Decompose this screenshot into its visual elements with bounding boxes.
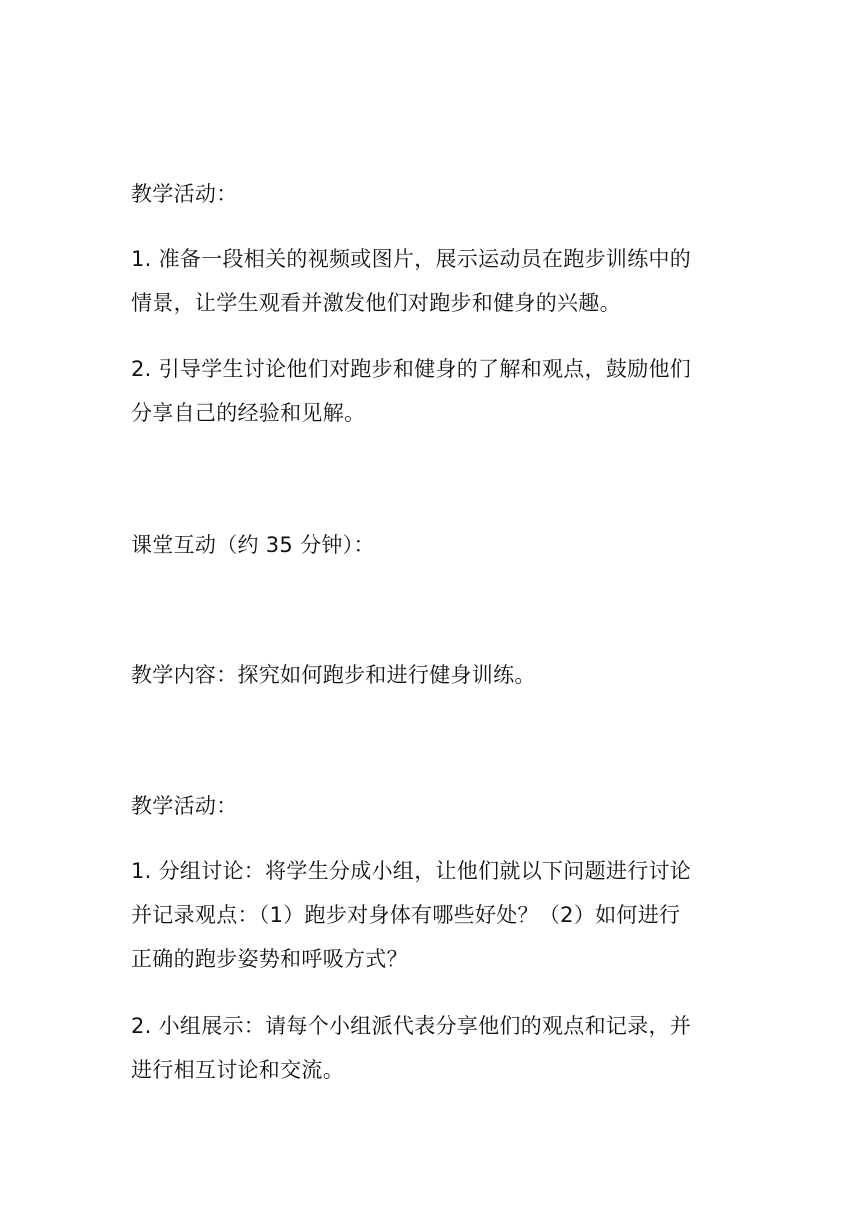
section-heading-class-interaction: 课堂互动（约 35 分钟）：: [131, 533, 375, 557]
list-item-line: 进行相互讨论和交流。: [131, 1058, 344, 1082]
teaching-content-line: 教学内容：探究如何跑步和进行健身训练。: [131, 663, 536, 687]
list-item-line: 情景，让学生观看并激发他们对跑步和健身的兴趣。: [131, 291, 621, 315]
list-item-line: 1. 分组讨论：将学生分成小组，让他们就以下问题进行讨论: [131, 859, 692, 883]
list-item-line: 并记录观点：（1）跑步对身体有哪些好处？（2）如何进行: [131, 903, 681, 927]
list-item-line: 2. 小组展示：请每个小组派代表分享他们的观点和记录，并: [131, 1014, 692, 1038]
section-heading-teaching-activity: 教学活动：: [131, 182, 238, 206]
section-heading-teaching-activity: 教学活动：: [131, 794, 238, 818]
list-item-line: 正确的跑步姿势和呼吸方式？: [131, 947, 408, 971]
list-item-line: 1. 准备一段相关的视频或图片，展示运动员在跑步训练中的: [131, 247, 692, 271]
list-item-line: 2. 引导学生讨论他们对跑步和健身的了解和观点，鼓励他们: [131, 357, 692, 381]
list-item-line: 分享自己的经验和见解。: [131, 401, 366, 425]
